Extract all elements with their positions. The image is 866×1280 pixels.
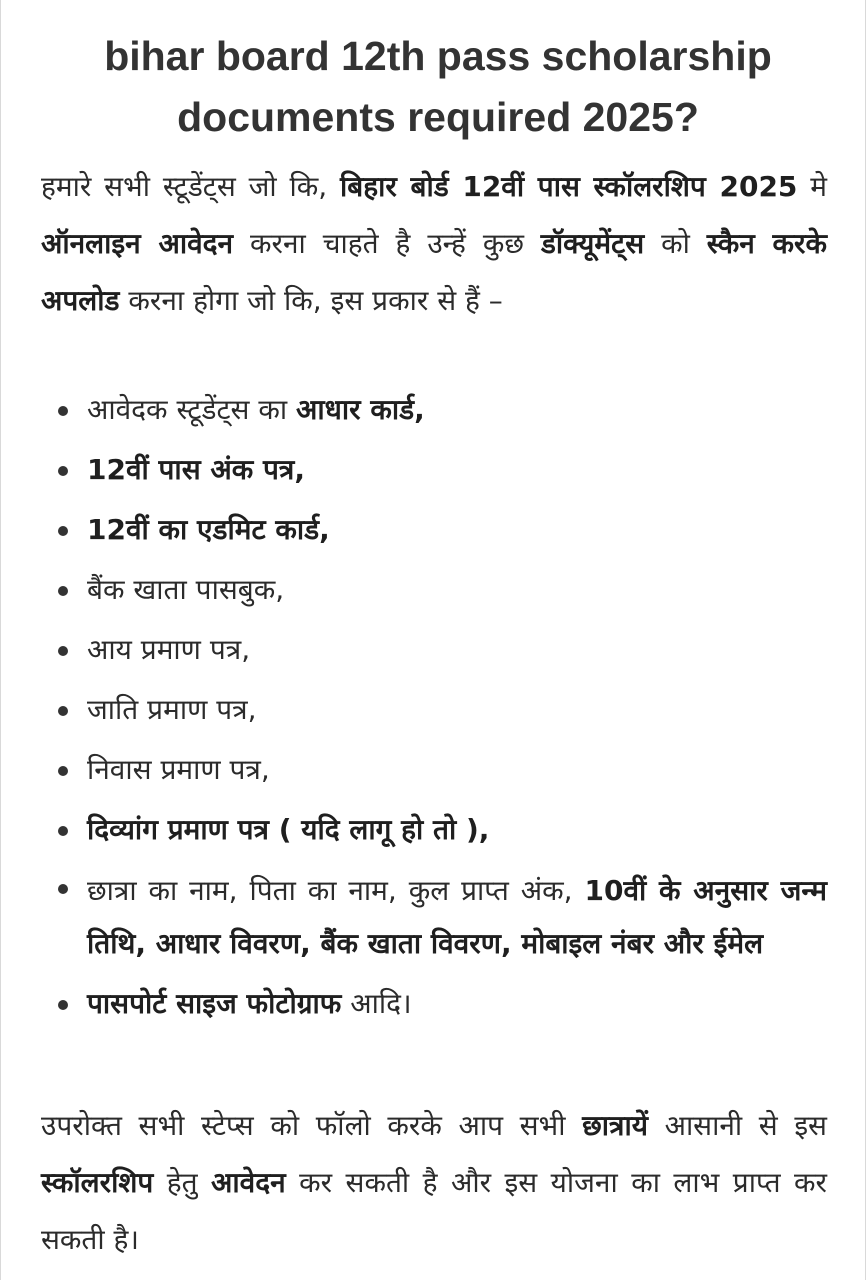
- bullet-icon: [58, 646, 68, 656]
- outro-text: हेतु: [153, 1166, 212, 1199]
- bullet-icon: [58, 1000, 68, 1010]
- outro-text-bold: स्कॉलरशिप: [41, 1166, 154, 1199]
- document-item: [87, 380, 827, 440]
- intro-text-bold: डॉक्यूमेंट्स: [540, 227, 645, 260]
- document-text: बैंक खाता पासबुक,: [87, 573, 285, 606]
- document-text-bold: दिव्यांग प्रमाण पत्र ( यदि लागू हो तो ),: [87, 813, 490, 846]
- intro-text-bold: बिहार बोर्ड 12वीं पास स्कॉलरशिप 2025: [339, 170, 798, 203]
- document-item: [87, 620, 827, 680]
- document-item: [87, 860, 827, 974]
- bullet-icon: [58, 826, 68, 836]
- document-item: [87, 500, 827, 560]
- document-text-bold: 10वीं के अनुसार जन्म तिथि, आधार विवरण, बैंक खाता विवरण, मोबाइल नंबर और ईमेल: [87, 874, 827, 960]
- document-item: [87, 560, 827, 620]
- bullet-icon: [58, 526, 68, 536]
- bullet-icon: [58, 406, 68, 416]
- intro-text: मे: [797, 170, 827, 203]
- intro-text-bold: ऑनलाइन आवेदन: [41, 227, 234, 260]
- intro-text: को: [644, 227, 707, 260]
- document-text: आवेदक स्टूडेंट्स का: [87, 393, 297, 426]
- document-text-bold: 12वीं का एडमिट कार्ड,: [87, 513, 330, 546]
- outro-paragraph: [41, 1097, 827, 1268]
- document-item: [87, 680, 827, 740]
- document-item: [87, 974, 827, 1034]
- article-title: bihar board 12th pass scholarship documents required 2025?: [104, 33, 772, 140]
- intro-text: करना होगा जो कि, इस प्रकार से हैं –: [119, 284, 503, 317]
- document-item: [87, 740, 827, 800]
- bullet-icon: [58, 766, 68, 776]
- bullet-icon: [58, 466, 68, 476]
- intro-text: हमारे सभी स्टूडेंट्स जो कि,: [41, 170, 340, 203]
- outro-text-bold: आवेदन: [211, 1166, 286, 1199]
- document-item: [87, 800, 827, 860]
- bullet-icon: [58, 586, 68, 596]
- document-text-bold: 12वीं पास अंक पत्र,: [87, 453, 306, 486]
- outro-text: आसानी से इस: [647, 1109, 827, 1142]
- document-text: निवास प्रमाण पत्र,: [87, 753, 270, 786]
- document-text: आय प्रमाण पत्र,: [87, 633, 251, 666]
- document-text-bold: पासपोर्ट साइज फोटोग्राफ: [87, 987, 342, 1020]
- outro-text: कर सकती है और इस योजना का लाभ प्राप्त कर सकती है।: [41, 1166, 827, 1256]
- intro-paragraph: [41, 158, 827, 329]
- document-text-bold: आधार कार्ड,: [296, 393, 425, 426]
- document-text: आदि।: [341, 987, 412, 1020]
- outro-text: उपरोक्त सभी स्टेप्स को फॉलो करके आप सभी: [41, 1109, 583, 1142]
- bullet-icon: [58, 706, 68, 716]
- document-text: जाति प्रमाण पत्र,: [87, 693, 257, 726]
- bullet-icon: [58, 884, 68, 894]
- document-item: [87, 440, 827, 500]
- document-text: छात्रा का नाम, पिता का नाम, कुल प्राप्त अंक,: [87, 874, 585, 907]
- intro-text: करना चाहते है उन्हें कुछ: [233, 227, 541, 260]
- intro-text-bold: स्कैन करके अपलोड: [41, 227, 827, 317]
- outro-text-bold: छात्रायें: [582, 1109, 648, 1142]
- documents-list: [87, 380, 827, 1034]
